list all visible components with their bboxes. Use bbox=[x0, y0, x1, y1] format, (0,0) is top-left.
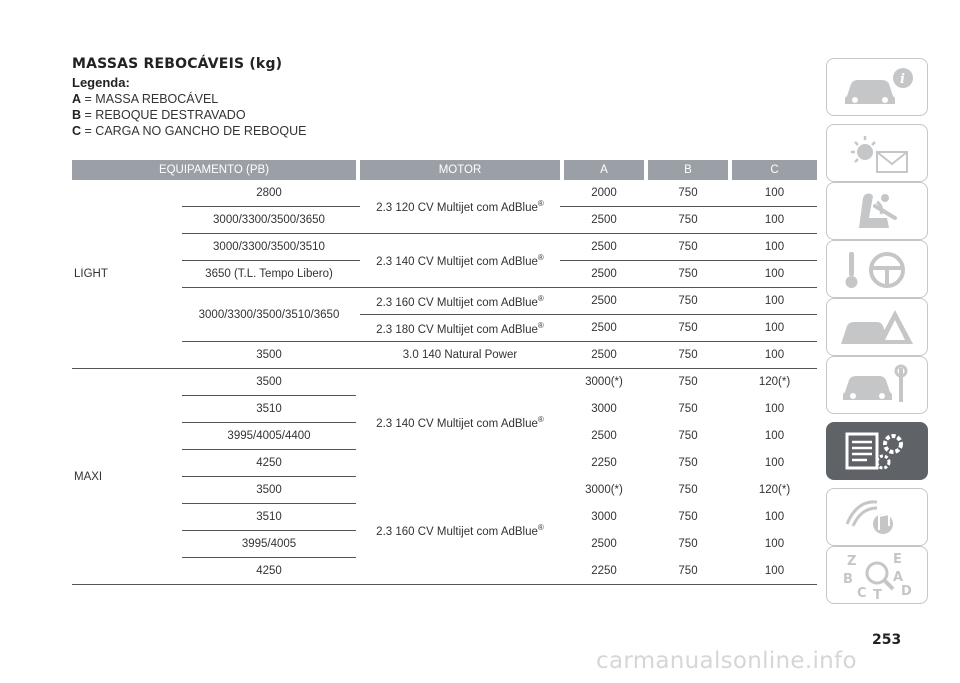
index-icon bbox=[837, 549, 917, 601]
page-number: 253 bbox=[872, 632, 902, 648]
table-row: 3995/4005 2500 750 100 bbox=[72, 531, 817, 558]
legend-item-b: B = REBOQUE DESTRAVADO bbox=[72, 108, 246, 122]
table-header bbox=[72, 160, 817, 180]
watermark: carmanualsonline.info bbox=[596, 648, 857, 674]
page-title: MASSAS REBOCÁVEIS (kg) bbox=[72, 56, 283, 72]
airbag-seat-icon bbox=[837, 188, 917, 234]
table-row: 3500 3.0 140 Natural Power 2500 750 100 bbox=[72, 342, 817, 369]
group-label-light: LIGHT bbox=[72, 180, 182, 369]
legend-heading: Legenda: bbox=[72, 75, 130, 90]
table-row: 3000/3300/3500/3510/3650 2.3 160 CV Multijet com AdBlue® 2500 750 100 bbox=[72, 288, 817, 315]
table-row: 3500 2.3 160 CV Multijet com AdBlue® 3000(*) 750 120(*) bbox=[72, 477, 817, 504]
engine-cell: 2.3 140 CV Multijet com AdBlue® bbox=[360, 234, 560, 288]
legend-item-a: A = MASSA REBOCÁVEL bbox=[72, 92, 219, 106]
tab-safety[interactable] bbox=[826, 182, 928, 240]
table-row: 3510 3000 750 100 bbox=[72, 504, 817, 531]
table-row: 2.3 180 CV Multijet com AdBlue® 2500 750 100 bbox=[72, 315, 817, 342]
table-row: 3510 3000 750 100 bbox=[72, 396, 817, 423]
breakdown-warning-icon bbox=[837, 304, 917, 350]
table-row: LIGHT 2800 2.3 120 CV Multijet com AdBlue® 2000 750 100 bbox=[72, 180, 817, 207]
steering-wheel-key-icon bbox=[837, 246, 917, 292]
engine-cell: 2.3 120 CV Multijet com AdBlue® bbox=[360, 180, 560, 234]
legend-item-c: C = CARGA NO GANCHO DE REBOQUE bbox=[72, 124, 307, 138]
engine-cell: 2.3 160 CV Multijet com AdBlue® bbox=[360, 477, 560, 585]
tab-maintenance[interactable] bbox=[826, 356, 928, 414]
svg-text:T: T bbox=[873, 588, 882, 601]
table-row: 3650 (T.L. Tempo Libero) 2500 750 100 bbox=[72, 261, 817, 288]
group-label-maxi: MAXI bbox=[72, 369, 182, 585]
towable-mass-table bbox=[72, 160, 817, 585]
technical-data-icon bbox=[837, 428, 917, 474]
tab-warning-lights[interactable] bbox=[826, 124, 928, 182]
svg-text:i: i bbox=[900, 72, 905, 87]
engine-cell: 2.3 160 CV Multijet com AdBlue® bbox=[360, 288, 560, 315]
car-maintenance-icon bbox=[837, 362, 917, 408]
engine-cell: 3.0 140 Natural Power bbox=[360, 342, 560, 369]
header-engine: MOTOR bbox=[360, 160, 560, 180]
tab-starting-driving[interactable] bbox=[826, 240, 928, 298]
engine-cell: 2.3 140 CV Multijet com AdBlue® bbox=[376, 415, 544, 431]
engine-cell: 2.3 180 CV Multijet com AdBlue® bbox=[360, 315, 560, 342]
car-info-icon bbox=[837, 64, 917, 110]
svg-text:C: C bbox=[857, 586, 867, 601]
svg-text:D: D bbox=[901, 584, 912, 599]
tab-multimedia[interactable] bbox=[826, 488, 928, 546]
header-c: C bbox=[732, 160, 817, 180]
table-row: 4250 2250 750 100 bbox=[72, 558, 817, 585]
svg-text:Z: Z bbox=[847, 554, 857, 569]
table-row: 3000/3300/3500/3510 2.3 140 CV Multijet com AdBlue® 2500 750 100 bbox=[72, 234, 817, 261]
table-row: 3000/3300/3500/3650 2500 750 100 bbox=[72, 207, 817, 234]
table-row: 4250 2250 750 100 bbox=[72, 450, 817, 477]
tab-technical-data[interactable] bbox=[826, 422, 928, 480]
warning-lights-icon bbox=[837, 130, 917, 176]
table-row: 3995/4005/4400 2500 750 100 bbox=[72, 423, 817, 450]
multimedia-icon bbox=[837, 494, 917, 540]
table-row: MAXI 3500 2.3 140 CV Multijet com AdBlue® 3000(*) 750 120(*) bbox=[72, 369, 817, 396]
header-equipment: EQUIPAMENTO (PB) bbox=[72, 160, 356, 180]
svg-text:A: A bbox=[893, 570, 904, 585]
svg-text:B: B bbox=[843, 572, 853, 587]
tab-car-info[interactable] bbox=[826, 58, 928, 116]
tab-emergency[interactable] bbox=[826, 298, 928, 356]
svg-text:E: E bbox=[893, 552, 902, 567]
tab-index[interactable] bbox=[826, 546, 928, 604]
header-a: A bbox=[564, 160, 644, 180]
header-b: B bbox=[648, 160, 728, 180]
